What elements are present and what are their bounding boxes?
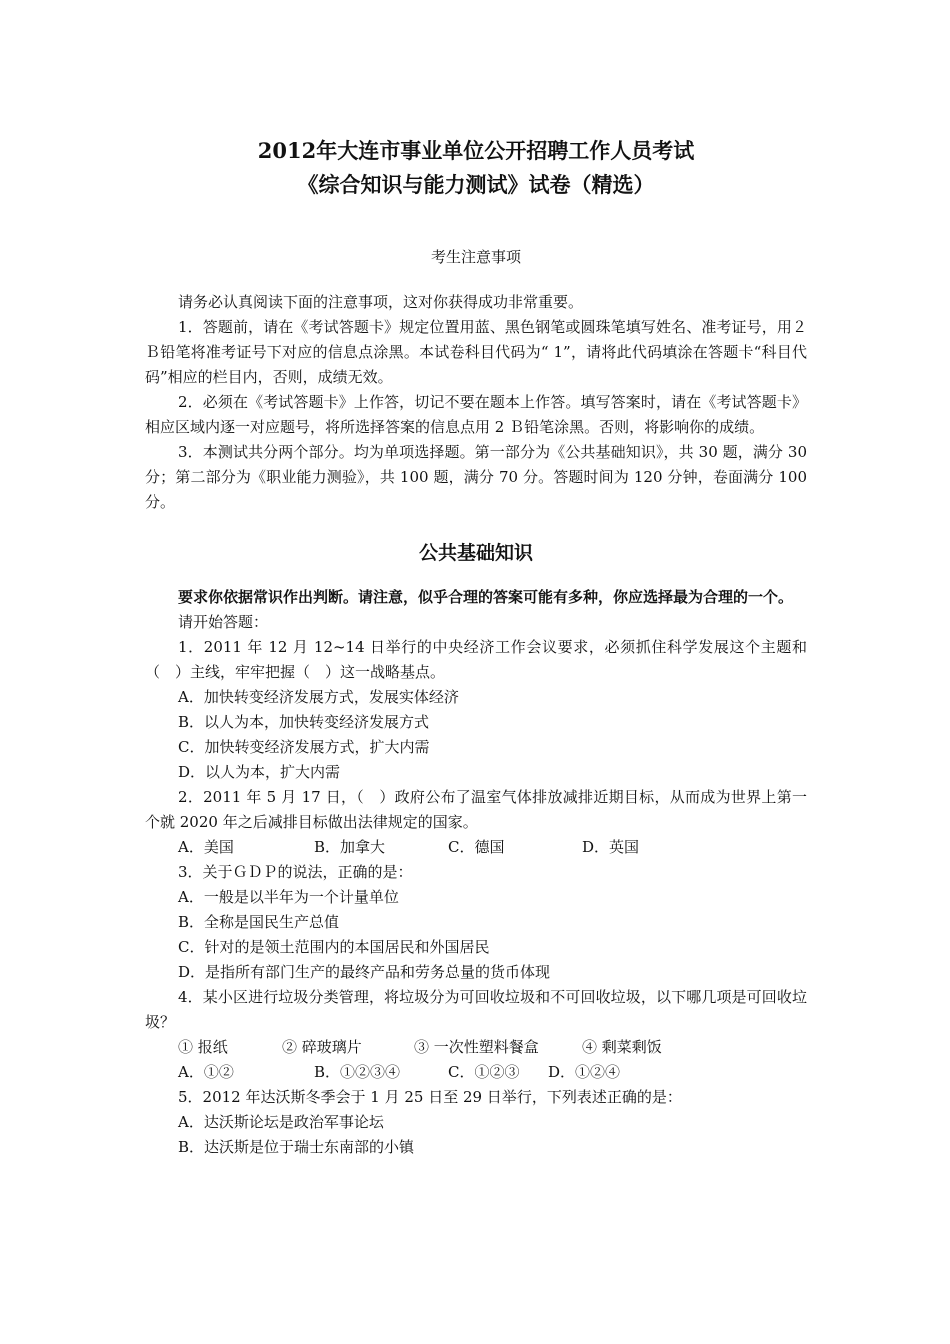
exam-title-line2: 《综合知识与能力测试》试卷（精选） (297, 172, 655, 197)
question-2-option-d: D．英国 (582, 838, 640, 856)
exam-title-line1: 2012年大连市事业单位公开招聘工作人员考试 (257, 138, 695, 163)
start-prompt: 请开始答题： (178, 613, 269, 631)
question-3-option-c: C．针对的是领土范围内的本国居民和外国居民 (178, 938, 490, 956)
question-4-option-b: B．①②③④ (314, 1063, 401, 1081)
notice-item-3: 3．本测试共分两个部分。均为单项选择题。第一部分为《公共基础知识》，共 30 题，满分 30 分；第二部分为《职业能力测验》，共 100 题，满分 70 分。答题时间为 120 分钟，卷面满分 100 分。 (145, 443, 807, 511)
question-4-option-c: C．①②③ (448, 1063, 520, 1081)
question-4-items (145, 1035, 807, 1060)
question-3-option-b: B．全称是国民生产总值 (178, 913, 340, 931)
question-4-option-a: A．①② (178, 1063, 234, 1081)
question-1-option-b: B．以人为本，加快转变经济发展方式 (178, 713, 430, 731)
question-2-option-c: C．德国 (448, 838, 505, 856)
question-4-options (145, 1060, 807, 1085)
exam-page (145, 0, 807, 1160)
question-5-stem: 5．2012 年达沃斯冬季会于 1 月 25 日至 29 日举行，下列表述正确的是： (178, 1088, 682, 1106)
section-instruction: 要求你依据常识作出判断。请注意，似乎合理的答案可能有多种，你应选择最为合理的一个。 (178, 588, 794, 606)
question-4-item-1: ① 报纸 (178, 1038, 228, 1056)
section-title: 公共基础知识 (418, 542, 533, 564)
question-3-option-a: A．一般是以半年为一个计量单位 (178, 888, 399, 906)
question-1-option-d: D．以人为本，扩大内需 (178, 763, 341, 781)
question-3-option-d: D．是指所有部门生产的最终产品和劳务总量的货币体现 (178, 963, 551, 981)
question-4-item-3: ③ 一次性塑料餐盒 (414, 1038, 539, 1056)
question-2-option-a: A．美国 (178, 838, 234, 856)
question-2-option-b: B．加拿大 (314, 838, 386, 856)
notice-heading: 考生注意事项 (430, 248, 521, 266)
notice-intro: 请务必认真阅读下面的注意事项，这对你获得成功非常重要。 (178, 293, 584, 311)
question-4-item-4: ④ 剩菜剩饭 (582, 1038, 662, 1056)
question-1-stem: 1．2011 年 12 月 12~14 日举行的中央经济工作会议要求，必须抓住科学发展这个主题和（ ）主线，牢牢把握（ ）这一战略基点。 (145, 638, 807, 681)
question-3-stem: 3．关于ＧＤＰ的说法，正确的是： (178, 863, 413, 881)
question-4-stem: 4．某小区进行垃圾分类管理，将垃圾分为可回收垃圾和不可回收垃圾，以下哪几项是可回收垃圾？ (145, 988, 807, 1031)
question-2-options (145, 835, 807, 860)
question-4-item-2: ② 碎玻璃片 (282, 1038, 362, 1056)
notice-item-2: 2．必须在《考试答题卡》上作答，切记不要在题本上作答。填写答案时，请在《考试答题卡》相应区域内逐一对应题号，将所选择答案的信息点用 2 Ｂ铅笔涂黑。否则，将影响你的成绩。 (145, 393, 807, 436)
question-2-stem: 2．2011 年 5 月 17 日，（ ）政府公布了温室气体排放减排近期目标，从而成为世界上第一个就 2020 年之后减排目标做出法律规定的国家。 (145, 788, 807, 831)
question-5-option-a: A．达沃斯论坛是政治军事论坛 (178, 1113, 384, 1131)
question-4-option-d: D．①②④ (548, 1063, 621, 1081)
question-5-option-b: B．达沃斯是位于瑞士东南部的小镇 (178, 1138, 415, 1156)
question-1-option-a: A．加快转变经济发展方式，发展实体经济 (178, 688, 459, 706)
notice-item-1: 1．答题前，请在《考试答题卡》规定位置用蓝、黑色钢笔或圆珠笔填写姓名、准考证号，用２Ｂ铅笔将准考证号下对应的信息点涂黑。本试卷科目代码为“ 1”，请将此代码填涂在答题卡“科目代码”相应的栏目内，否则，成绩无效。 (145, 318, 807, 386)
question-1-option-c: C．加快转变经济发展方式，扩大内需 (178, 738, 430, 756)
